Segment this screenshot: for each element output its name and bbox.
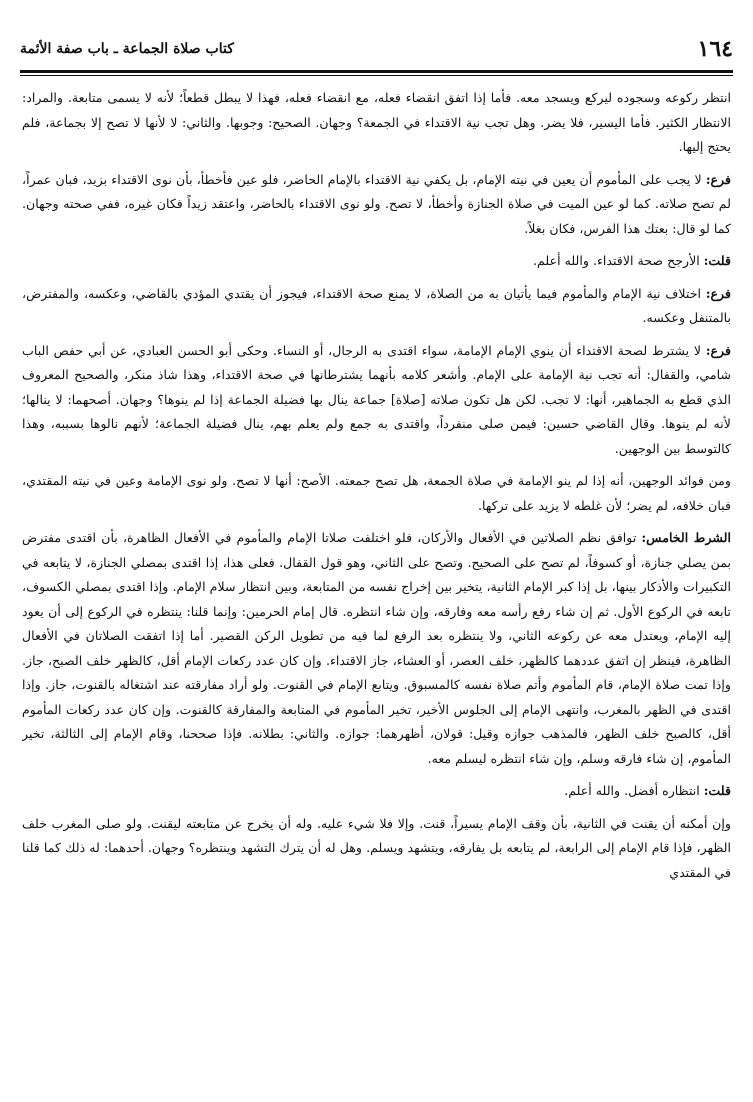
paragraph-8-text: انتظاره أفضل. والله أعلم.	[564, 783, 700, 798]
paragraph-3-lead: قلت:	[703, 253, 731, 268]
paragraph-6	[22, 469, 731, 518]
paragraph-6-text: ومن فوائد الوجهين، أنه إذا لم ينو الإمامة في صلاة الجمعة، هل تصح جمعته. الأصح: أنها لا تصح. ولو نوى الإمامة وعين في نيته المقتدي، فبان خلافه، لم يضر؛ لأن غلطه لا يزيد على تركها.	[22, 473, 731, 513]
paragraph-4-lead: فرع:	[705, 285, 731, 301]
paragraph-2-lead: فرع:	[705, 171, 731, 187]
paragraph-5-text: لا يشترط لصحة الاقتداء أن ينوي الإمام الإمامة، سواء اقتدى به الرجال، أو النساء. وحكى أبو الحسن العبادي، عن أبي حفص الباب شامي، والقفال: أنه تجب نية الإمامة على الإمام. وأشعر كلامه بأنهما يشترطانها في صحة الاقتداء، وهذا شاذ منكر، والصحيح المعروف الذي قطع به الجماهير، أنها: لا تجب. لكن هل تكون صلاته [صلاة] جماعة ينال بها فضيلة الجماعة إذا لم ينوها؟ وجهان. أصحهما: لا ينالها؛ لأنه لم ينوها. وقال القاضي حسين: فيمن صلى منفرداً، واقتدى به جمع ولم يعلم بهم، ينال فضيلة الجماعة؛ لأنهم نالوها بسببه، وهذا كالتوسط بين الوجهين.	[22, 342, 731, 456]
running-title: كتاب صلاة الجماعة ـ باب صفة الأئمة	[20, 41, 234, 57]
paragraph-4	[22, 282, 731, 331]
page-number: ١٦٤	[697, 36, 733, 62]
paragraph-9-text: وإن أمكنه أن يقنت في الثانية، بأن وقف الإمام يسيراً، قنت. وإلا فلا شيء عليه. وله أن يخرج عن متابعته ليقنت. ولو صلى المغرب خلف الظهر، فإذا قام الإمام إلى الرابعة، لم يتابعه بل يفارقه، ويتشهد ويسلم. وهل له أن يترك التشهد وينتظره؟ وجهان. أحدهما: له ذلك كما قلنا في المقتدي	[22, 815, 731, 880]
paragraph-9	[22, 812, 731, 886]
paragraph-7-text: توافق نظم الصلاتين في الأفعال والأركان، فلو اختلفت صلاتا الإمام والمأموم في الأفعال الظاهرة، بأن اقتدى مفترض بمن يصلي جنازة، أو كسوفاً، لم تصح على الصحيح. وتصح على الثاني، وهو قول القفال. فعلى هذا، إذا اقتدى بمصلي الجنازة، لا يتابعه في التكبيرات والأذكار بينها، بل إذا كبر الإمام الثانية، يتخير بين إخراج نفسه من المتابعة، وبين انتظار سلام الإمام. وإذا اقتدى بمصلي الكسوف، تابعه في الركوع الأول. ثم إن شاء رفع رأسه معه وفارقه، وإن شاء انتظره. قال إمام الحرمين: وإنما قلنا: ينتظره في الركوع إلى أن يعود إليه الإمام، ويعتدل معه عن ركوعه الثاني، ولا ينتظره بعد الرفع لما فيه من تطويل الركن القصير. أما إذا اتفقت الصلاتان في الأفعال الظاهرة، فينظر إن اتفق عددهما كالظهر، خلف العصر، أو العشاء، جاز الاقتداء. وإن كان عدد ركعات الإمام أقل، كالظهر خلف الصبح، جاز. وإذا تمت صلاة الإمام، قام المأموم وأتم صلاة نفسه كالمسبوق. ويتابع الإمام في القنوت. ولو أراد مفارقته عند اشتغاله بالقنوت، جاز. وإذا اقتدى في الظهر بالمغرب، وانتهى الإمام إلى الجلوس الأخير، تخير المأموم في المتابعة والمفارقة كالقنوت. وإن كان عدد ركعات المأموم أقل، كالصبح خلف الظهر، فالمذهب جوازه وقيل: قولان، أظهرهما: جوازه. والثاني: بطلانه. فإذا صححنا، وقام الإمام إلى الثالثة، تخير المأموم، إن شاء فارقه وسلم، وإن شاء انتظره ليسلم معه.	[22, 530, 731, 766]
paragraph-7-lead: الشرط الخامس:	[641, 530, 731, 545]
header-rule-thin	[20, 75, 733, 76]
paragraph-2-text: لا يجب على المأموم أن يعين في نيته الإمام، بل يكفي نية الاقتداء بالإمام الحاضر، فلو عين فأخطأ، بأن نوى الاقتداء بزيد، فبان عمراً، لم تصح صلاته. كما لو عين الميت في صلاة الجنازة وأخطأ، لا تصح. ولو نوى الاقتداء بالحاضر، واعتقد زيداً فكان غيره، ففي صحته وجهان. كما لو قال: بعتك هذا الفرس، فكان بغلاً.	[22, 171, 731, 236]
paragraph-7	[22, 526, 731, 771]
paragraph-8	[22, 779, 731, 804]
paragraph-1-text: انتظر ركوعه وسجوده ليركع ويسجد معه. فأما إذا اتفق انقضاء فعله، مع انقضاء فعله، فهذا لا يبطل قطعاً؛ لأنه لا يسمى متابعة. والمراد: الانتظار الكثير. فأما اليسير، فلا يضر. وهل تجب نية الاقتداء في الجمعة؟ وجهان. الصحيح: وجوبها. والثاني: لا لأنها لا تصح إلا بجماعة، فلم يحتج إليها.	[22, 90, 731, 154]
paragraph-3-text: الأرجح صحة الاقتداء. والله أعلم.	[533, 253, 700, 268]
paragraph-3	[22, 249, 731, 274]
paragraph-5	[22, 339, 731, 462]
paragraph-8-lead: قلت:	[703, 783, 731, 798]
paragraph-1	[22, 86, 731, 160]
body-text	[22, 86, 731, 1094]
paragraph-5-lead: فرع:	[705, 342, 731, 358]
page-header	[20, 32, 733, 66]
header-rule-thick	[20, 70, 733, 73]
paragraph-2	[22, 168, 731, 242]
paragraph-4-text: اختلاف نية الإمام والمأموم فيما يأتيان به من الصلاة، لا يمنع صحة الاقتداء، فيجوز أن يقتدي المؤدي بالقاضي، وعكسه، والمفترض، بالمتنفل وعكسه.	[22, 285, 731, 325]
